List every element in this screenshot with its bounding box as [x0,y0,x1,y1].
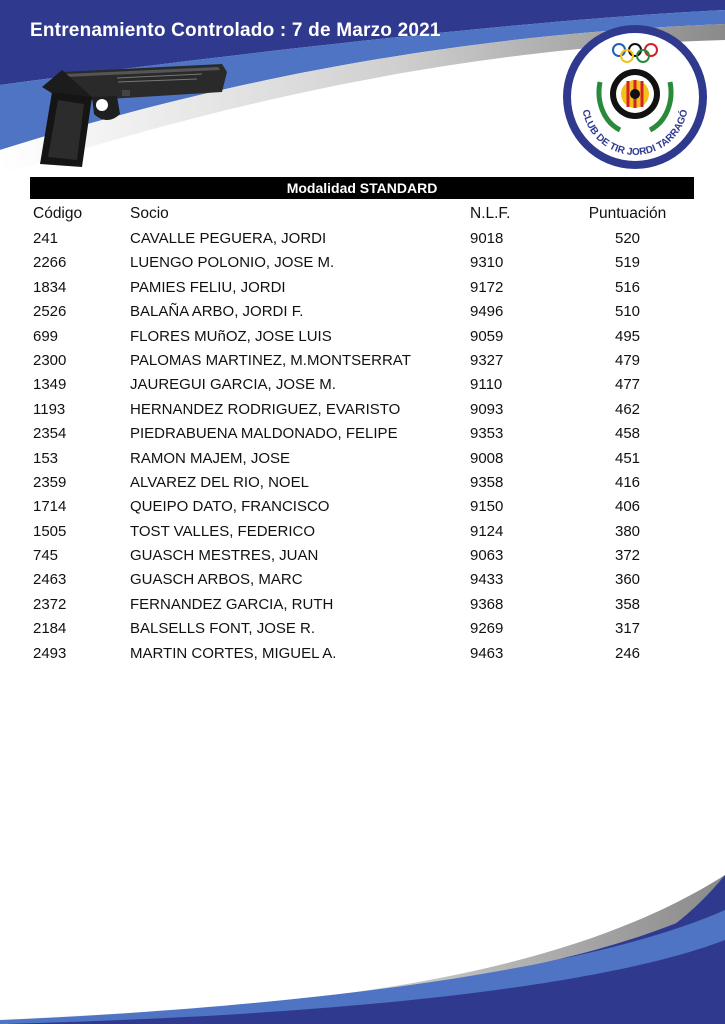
cell-puntuacion: 246 [614,644,641,662]
cell-socio: HERNANDEZ RODRIGUEZ, EVARISTO [130,400,401,418]
cell-nlf: 9269 [470,620,504,638]
table-row [0,325,725,349]
table-row [0,300,725,324]
cell-codigo: 2266 [33,254,67,272]
cell-puntuacion: 317 [614,620,641,638]
cell-puntuacion: 416 [614,473,641,491]
club-name: CLUB DE TIR JORDI TARRAGÓ [579,108,691,159]
cell-socio: RAMON MAJEM, JOSE [130,449,291,467]
cell-puntuacion: 458 [614,425,641,443]
cell-nlf: 9110 [470,376,503,394]
cell-codigo: 1714 [33,498,67,516]
cell-nlf: 9172 [470,278,504,296]
cell-codigo: 2300 [33,351,67,369]
footer-swoosh-background [0,870,725,1024]
table-row [0,593,725,617]
cell-puntuacion: 462 [614,400,641,418]
cell-nlf: 9433 [470,571,504,589]
cell-nlf: 9358 [470,473,504,491]
table-row [0,471,725,495]
column-header-puntuacion: Puntuación [588,205,667,222]
page-title: Entrenamiento Controlado : 7 de Marzo 2021 [30,20,441,41]
cell-nlf: 9327 [470,351,504,369]
cell-puntuacion: 360 [614,571,641,589]
cell-nlf: 9310 [470,254,504,272]
cell-puntuacion: 516 [614,278,641,296]
cell-codigo: 1349 [33,376,67,394]
pistol-icon [22,52,232,172]
cell-nlf: 9059 [470,327,504,345]
cell-puntuacion: 451 [614,449,641,467]
cell-codigo: 2493 [33,644,67,662]
cell-socio: TOST VALLES, FEDERICO [130,522,316,540]
cell-codigo: 241 [33,230,59,247]
table-row [0,349,725,373]
cell-puntuacion: 519 [614,254,641,272]
cell-puntuacion: 406 [614,498,641,516]
cell-nlf: 9063 [470,547,504,565]
table-row [0,398,725,422]
cell-codigo: 699 [33,327,59,345]
cell-nlf: 9124 [470,522,504,540]
cell-codigo: 745 [33,547,59,565]
cell-nlf: 9018 [470,230,504,247]
table-row [0,568,725,592]
cell-socio: PALOMAS MARTINEZ, M.MONTSERRAT [130,351,411,369]
cell-codigo: 1834 [33,278,67,296]
cell-puntuacion: 520 [614,230,641,247]
cell-socio: PIEDRABUENA MALDONADO, FELIPE [130,425,398,443]
section-title-bar: Modalidad STANDARD [30,177,694,199]
cell-socio: FLORES MUñOZ, JOSE LUIS [130,327,332,345]
cell-codigo: 2372 [33,595,67,613]
cell-socio: JAUREGUI GARCIA, JOSE M. [130,376,336,394]
table-row [0,373,725,397]
cell-puntuacion: 510 [614,303,641,321]
cell-socio: CAVALLE PEGUERA, JORDI [130,230,327,247]
cell-nlf: 9150 [470,498,504,516]
cell-socio: PAMIES FELIU, JORDI [130,278,286,296]
cell-codigo: 2463 [33,571,67,589]
cell-codigo: 2184 [33,620,67,638]
cell-nlf: 9008 [470,449,504,467]
table-row [0,447,725,471]
cell-puntuacion: 495 [614,327,641,345]
table-row [0,422,725,446]
cell-socio: GUASCH ARBOS, MARC [130,571,303,589]
cell-nlf: 9093 [470,400,504,418]
cell-puntuacion: 479 [614,351,641,369]
cell-nlf: 9368 [470,595,504,613]
cell-codigo: 1505 [33,522,67,540]
table-row [0,544,725,568]
cell-socio: MARTIN CORTES, MIGUEL A. [130,644,337,662]
column-header-socio: Socio [130,205,169,222]
table-row [0,520,725,544]
column-header-nlf: N.L.F. [470,205,511,222]
results-table-body [0,227,725,666]
cell-codigo: 2526 [33,303,67,321]
table-row [0,251,725,275]
cell-codigo: 153 [33,449,59,467]
table-row [0,617,725,641]
cell-socio: BALAÑA ARBO, JORDI F. [130,303,304,321]
table-row [0,227,725,251]
club-logo [560,22,710,172]
cell-socio: BALSELLS FONT, JOSE R. [130,620,316,638]
cell-nlf: 9353 [470,425,504,443]
cell-socio: LUENGO POLONIO, JOSE M. [130,254,335,272]
cell-codigo: 1193 [33,400,66,418]
cell-socio: ALVAREZ DEL RIO, NOEL [130,473,309,491]
cell-socio: QUEIPO DATO, FRANCISCO [130,498,330,516]
cell-socio: FERNANDEZ GARCIA, RUTH [130,595,334,613]
table-row [0,276,725,300]
table-row [0,495,725,519]
cell-puntuacion: 358 [614,595,641,613]
cell-nlf: 9496 [470,303,504,321]
column-header-codigo: Código [33,205,83,222]
cell-codigo: 2354 [33,425,67,443]
cell-nlf: 9463 [470,644,504,662]
cell-puntuacion: 372 [614,547,641,565]
cell-codigo: 2359 [33,473,67,491]
cell-puntuacion: 380 [614,522,641,540]
cell-puntuacion: 477 [614,376,641,394]
cell-socio: GUASCH MESTRES, JUAN [130,547,319,565]
table-row [0,642,725,666]
